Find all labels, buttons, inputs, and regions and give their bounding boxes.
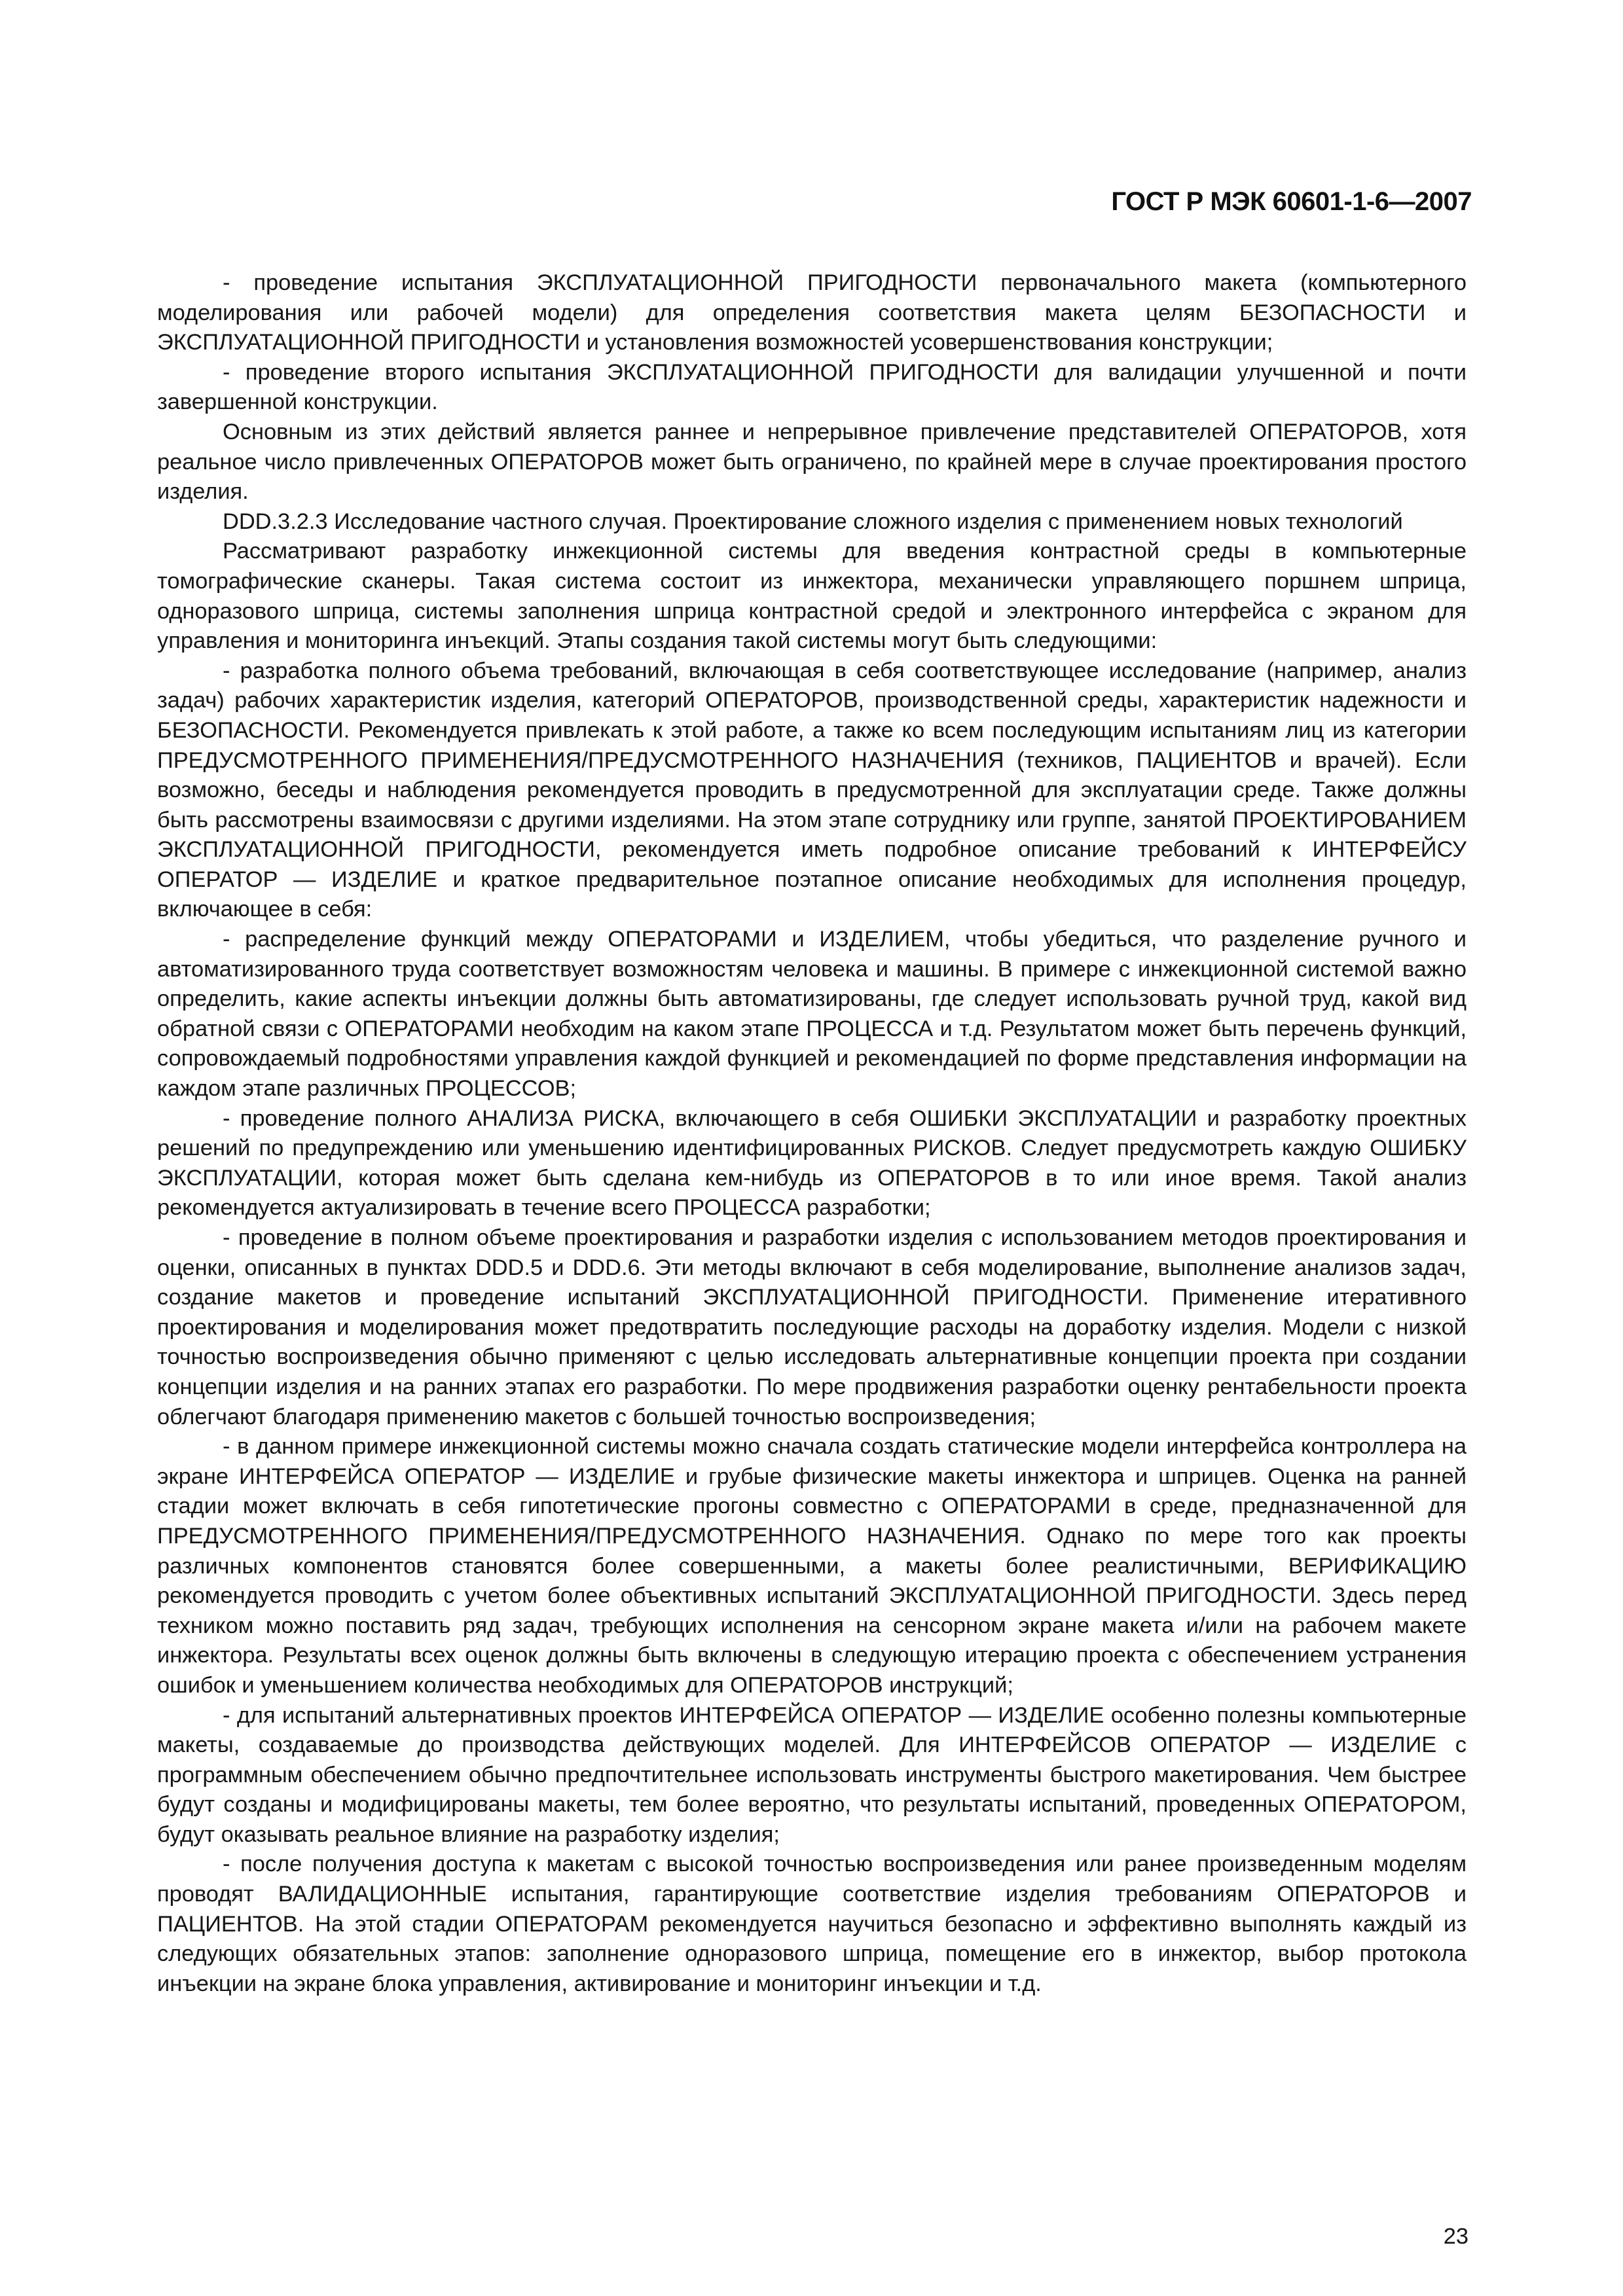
paragraph: - для испытаний альтернативных проектов ИНТЕРФЕЙСА ОПЕРАТОР — ИЗДЕЛИЕ особенно полезны компьютерные макеты, создаваемые до производства действующих моделей. Для ИНТЕРФЕЙСОВ ОПЕРАТОР — ИЗДЕЛИЕ с программным обеспечением обычно предпочтительнее использовать инструменты быстрого макетирования. Чем быстрее будут созданы и модифицированы макеты, тем более вероятно, что результаты испытаний, проведенных ОПЕРАТОРОМ, будут оказывать реальное влияние на разработку изделия; [157, 1702, 1467, 1847]
paragraph: - в данном примере инжекционной системы можно сначала создать статические модели интерфейса контроллера на экране ИНТЕРФЕЙСА ОПЕРАТОР — ИЗДЕЛИЕ и грубые физические макеты инжектора и шприцев. Оценка на ранней стадии может включать в себя гипотетические прогоны совместно с ОПЕРАТОРАМИ в среде, предназначенной для ПРЕДУСМОТРЕННОГО ПРИМЕНЕНИЯ/ПРЕДУСМОТРЕННОГО НАЗНАЧЕНИЯ. Однако по мере того как проекты различных компонентов становятся более совершенными, а макеты более реалистичными, ВЕРИФИКАЦИЮ рекомендуется проводить с учетом более объективных испытаний ЭКСПЛУАТАЦИОННОЙ ПРИГОДНОСТИ. Здесь перед техником можно поставить ряд задач, требующих исполнения на сенсорном экране макета и/или на рабочем макете инжектора. Результаты всех оценок должны быть включены в следующую итерацию проекта с обеспечением устранения ошибок и уменьшением количества необходимых для ОПЕРАТОРОВ инструкций; [157, 1434, 1467, 1698]
paragraph: - разработка полного объема требований, включающая в себя соответствующее исследование (например, анализ задач) рабочих характеристик изделия, категорий ОПЕРАТОРОВ, производственной среды, характеристик надежности и БЕЗОПАСНОСТИ. Рекомендуется привлекать к этой работе, а также ко всем последующим испытаниям лиц из категории ПРЕДУСМОТРЕННОГО ПРИМЕНЕНИЯ/ПРЕДУСМОТРЕННОГО НАЗНАЧЕНИЯ (техников, ПАЦИЕНТОВ и врачей). Если возможно, беседы и наблюдения рекомендуется проводить в предусмотренной для эксплуатации среде. Также должны быть рассмотрены взаимосвязи с другими изделиями. На этом этапе сотруднику или группе, занятой ПРОЕКТИРОВАНИЕМ ЭКСПЛУАТАЦИОННОЙ ПРИГОДНОСТИ, рекомендуется иметь подробное описание требований к ИНТЕРФЕЙСУ ОПЕРАТОР — ИЗДЕЛИЕ и краткое предварительное поэтапное описание необходимых для исполнения процедур, включающее в себя: [157, 658, 1467, 922]
paragraph: - после получения доступа к макетам с высокой точностью воспроизведения или ранее произведенным моделям проводят ВАЛИДАЦИОННЫЕ испытания, гарантирующие соответствие изделия требованиям ОПЕРАТОРОВ и ПАЦИЕНТОВ. На этой стадии ОПЕРАТОРАМ рекомендуется научиться безопасно и эффективно выполнять каждый из следующих обязательных этапов: заполнение одноразового шприца, помещение его в инжектор, выбор протокола инъекции на экране блока управления, активирование и мониторинг инъекции и т.д. [157, 1852, 1467, 1996]
paragraph: - распределение функций между ОПЕРАТОРАМИ и ИЗДЕЛИЕМ, чтобы убедиться, что разделение ручного и автоматизированного труда соответствует возможностям человека и машины. В примере с инжекционной системой важно определить, какие аспекты инъекции должны быть автоматизированы, где следует использовать ручной труд, какой вид обратной связи с ОПЕРАТОРАМИ необходим на каком этапе ПРОЦЕССА и т.д. Результатом может быть перечень функций, сопровождаемый подробностями управления каждой функцией и рекомендацией по форме представления информации на каждом этапе различных ПРОЦЕССОВ; [157, 927, 1467, 1102]
paragraph: - проведение в полном объеме проектирования и разработки изделия с использованием методов проектирования и оценки, описанных в пунктах DDD.5 и DDD.6. Эти методы включают в себя моделирование, выполнение анализов задач, создание макетов и проведение испытаний ЭКСПЛУАТАЦИОННОЙ ПРИГОДНОСТИ. Применение итеративного проектирования и моделирования может предотвратить последующие расходы на доработку изделия. Модели с низкой точностью воспроизведения обычно применяют с целью исследовать альтернативные концепции проекта при создании концепции изделия и на ранних этапах его разработки. По мере продвижения разработки оценку рентабельности проекта облегчают благодаря применению макетов с большей точностью воспроизведения; [157, 1225, 1467, 1429]
page-number: 23 [1443, 2224, 1468, 2249]
section-heading-paragraph: DDD.3.2.3 Исследование частного случая. Проектирование сложного изделия с применением новых технологий [223, 509, 1403, 534]
paragraph: - проведение испытания ЭКСПЛУАТАЦИОННОЙ ПРИГОДНОСТИ первоначального макета (компьютерного моделирования или рабочей модели) для определения соответствия макета целям БЕЗОПАСНОСТИ и ЭКСПЛУАТАЦИОННОЙ ПРИГОДНОСТИ и установления возможностей усовершенствования конструкции; [157, 270, 1467, 355]
standard-code-header: ГОСТ Р МЭК 60601-1-6—2007 [1111, 187, 1472, 216]
body-text [157, 268, 1467, 1999]
paragraph: - проведение полного АНАЛИЗА РИСКА, включающего в себя ОШИБКИ ЭКСПЛУАТАЦИИ и разработку проектных решений по предупреждению или уменьшению идентифицированных РИСКОВ. Следует предусмотреть каждую ОШИБКУ ЭКСПЛУАТАЦИИ, которая может быть сделана кем-нибудь из ОПЕРАТОРОВ в то или иное время. Такой анализ рекомендуется актуализировать в течение всего ПРОЦЕССА разработки; [157, 1105, 1467, 1221]
paragraph: Основным из этих действий является раннее и непрерывное привлечение представителей ОПЕРАТОРОВ, хотя реальное число привлеченных ОПЕРАТОРОВ может быть ограничено, по крайней мере в случае проектирования простого изделия. [157, 419, 1467, 505]
paragraph: - проведение второго испытания ЭКСПЛУАТАЦИОННОЙ ПРИГОДНОСТИ для валидации улучшенной и почти завершенной конструкции. [157, 359, 1467, 415]
paragraph: Рассматривают разработку инжекционной системы для введения контрастной среды в компьютерные томографические сканеры. Такая система состоит из инжектора, механически управляющего поршнем шприца, одноразового шприца, системы заполнения шприца контрастной средой и электронного интерфейса с экраном для управления и мониторинга инъекций. Этапы создания такой системы могут быть следующими: [157, 539, 1467, 654]
